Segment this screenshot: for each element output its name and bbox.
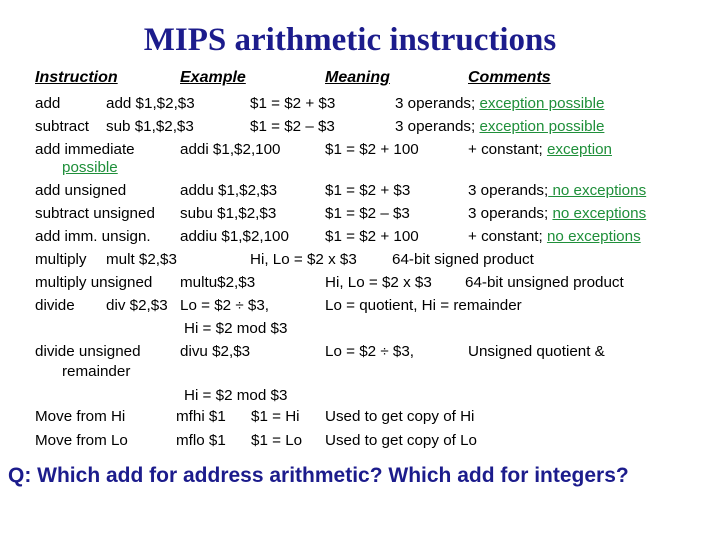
row-mult-comment: 64-bit signed product <box>392 251 534 268</box>
row-mfhi-meaning: $1 = Hi <box>251 408 300 425</box>
question-text: Q: Which add for address arithmetic? Which add for integers? <box>8 464 629 487</box>
row-divu-wrap: remainder <box>62 363 131 380</box>
row-addiu-example: addiu $1,$2,100 <box>180 228 289 245</box>
row-sub-comment: 3 operands; exception possible <box>395 118 605 135</box>
row-addi-wrap: possible <box>62 159 118 176</box>
slide-title: MIPS arithmetic instructions <box>143 22 557 58</box>
header-instruction: Instruction <box>35 69 118 86</box>
row-div-meaning-hi: Hi = $2 mod $3 <box>184 320 288 337</box>
row-mflo-example: mflo $1 <box>176 432 226 449</box>
row-sub-meaning: $1 = $2 – $3 <box>250 118 335 135</box>
row-addi-meaning: $1 = $2 + 100 <box>325 141 419 158</box>
row-subu-comment: 3 operands; no exceptions <box>468 205 647 222</box>
header-meaning: Meaning <box>325 69 390 86</box>
row-mflo-meaning: $1 = Lo <box>251 432 303 449</box>
row-sub-instruction: subtract <box>35 118 90 135</box>
row-addiu-instruction: add imm. unsign. <box>35 228 151 245</box>
row-add-example: add $1,$2,$3 <box>106 95 195 112</box>
row-addi-comment: + constant; exception <box>468 141 612 158</box>
row-subu-meaning: $1 = $2 – $3 <box>325 205 410 222</box>
row-add-comment: 3 operands; exception possible <box>395 95 605 112</box>
header-comments: Comments <box>468 69 551 86</box>
row-addu-meaning: $1 = $2 + $3 <box>325 182 411 199</box>
row-subu-instruction: subtract unsigned <box>35 205 155 222</box>
row-addi-example: addi $1,$2,100 <box>180 141 281 158</box>
row-mfhi-comment: Used to get copy of Hi <box>325 408 475 425</box>
row-divu-meaning-hi: Hi = $2 mod $3 <box>184 387 288 404</box>
row-mfhi-instruction: Move from Hi <box>35 408 126 425</box>
row-multu-meaning: Hi, Lo = $2 x $3 <box>325 274 432 291</box>
row-addu-instruction: add unsigned <box>35 182 127 199</box>
row-mfhi-example: mfhi $1 <box>176 408 226 425</box>
row-sub-example: sub $1,$2,$3 <box>106 118 194 135</box>
row-multu-instruction: multiply unsigned <box>35 274 153 291</box>
row-add-meaning: $1 = $2 + $3 <box>250 95 336 112</box>
row-mflo-instruction: Move from Lo <box>35 432 128 449</box>
row-addiu-meaning: $1 = $2 + 100 <box>325 228 419 245</box>
row-divu-comment: Unsigned quotient & <box>468 343 605 360</box>
header-example: Example <box>180 69 246 86</box>
row-mult-meaning: Hi, Lo = $2 x $3 <box>250 251 357 268</box>
row-subu-example: subu $1,$2,$3 <box>180 205 277 222</box>
row-multu-comment: 64-bit unsigned product <box>465 274 624 291</box>
row-div-meaning: Lo = $2 ÷ $3, <box>180 297 269 314</box>
row-addi-instruction: add immediate <box>35 141 135 158</box>
row-addiu-comment: + constant; no exceptions <box>468 228 641 245</box>
row-div-example: div $2,$3 <box>106 297 168 314</box>
row-div-instruction: divide <box>35 297 75 314</box>
row-add-instruction: add <box>35 95 61 112</box>
row-mflo-comment: Used to get copy of Lo <box>325 432 477 449</box>
row-addu-comment: 3 operands; no exceptions <box>468 182 647 199</box>
row-mult-instruction: multiply <box>35 251 87 268</box>
row-div-comment: Lo = quotient, Hi = remainder <box>325 297 522 314</box>
row-divu-meaning: Lo = $2 ÷ $3, <box>325 343 414 360</box>
row-mult-example: mult $2,$3 <box>106 251 177 268</box>
row-divu-instruction: divide unsigned <box>35 343 141 360</box>
row-addu-example: addu $1,$2,$3 <box>180 182 278 199</box>
row-divu-example: divu $2,$3 <box>180 343 251 360</box>
row-multu-example: multu$2,$3 <box>180 274 256 291</box>
